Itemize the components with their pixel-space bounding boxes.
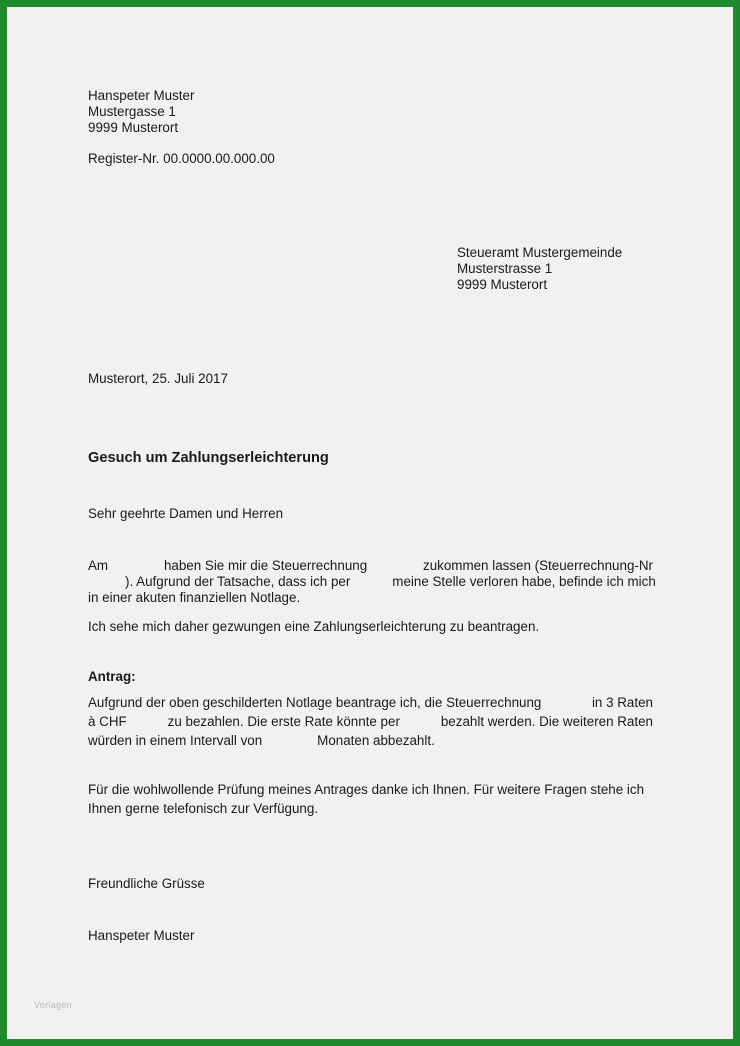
greeting: Freundliche Grüsse	[88, 876, 205, 891]
paragraph-1	[88, 558, 656, 606]
sender-address	[88, 88, 194, 136]
paragraph-1-line-3: in einer akuten finanziellen Notlage.	[88, 590, 301, 605]
watermark: Vorlagen	[34, 1000, 72, 1010]
request-heading: Antrag:	[88, 669, 136, 684]
paragraph-1-line-1: Am haben Sie mir die Steuerrechnung zukommen lassen (Steuerrechnung-Nr	[88, 558, 653, 573]
subject-heading: Gesuch um Zahlungserleichterung	[88, 450, 329, 466]
recipient-city: 9999 Musterort	[457, 277, 548, 292]
sender-street: Mustergasse 1	[88, 104, 176, 119]
signature-name: Hanspeter Muster	[88, 928, 195, 943]
paragraph-1-line-2: ). Aufgrund der Tatsache, dass ich per meine Stelle verloren habe, befinde ich mich	[125, 574, 656, 589]
request-line-2: à CHF zu bezahlen. Die erste Rate könnte per bezahlt werden. Die weiteren Raten	[88, 714, 653, 729]
recipient-address	[457, 245, 622, 293]
sender-name: Hanspeter Muster	[88, 88, 195, 103]
request-line-3: würden in einem Intervall von Monaten abbezahlt.	[88, 733, 435, 748]
register-number: Register-Nr. 00.0000.00.000.00	[88, 151, 275, 166]
recipient-name: Steueramt Mustergemeinde	[457, 245, 623, 260]
closing-line-2: Ihnen gerne telefonisch zur Verfügung.	[88, 801, 319, 816]
date-line: Musterort, 25. Juli 2017	[88, 371, 228, 386]
request-paragraph	[88, 695, 653, 749]
paragraph-2: Ich sehe mich daher gezwungen eine Zahlungserleichterung zu beantragen.	[88, 619, 540, 634]
letter-page	[7, 7, 733, 1039]
closing-paragraph	[88, 782, 644, 817]
closing-line-1: Für die wohlwollende Prüfung meines Antrages danke ich Ihnen. Für weitere Fragen stehe ich	[88, 782, 645, 797]
recipient-street: Musterstrasse 1	[457, 261, 553, 276]
request-line-1: Aufgrund der oben geschilderten Notlage beantrage ich, die Steuerrechnung in 3 Raten	[88, 695, 653, 710]
salutation: Sehr geehrte Damen und Herren	[88, 506, 284, 521]
sender-city: 9999 Musterort	[88, 120, 179, 135]
